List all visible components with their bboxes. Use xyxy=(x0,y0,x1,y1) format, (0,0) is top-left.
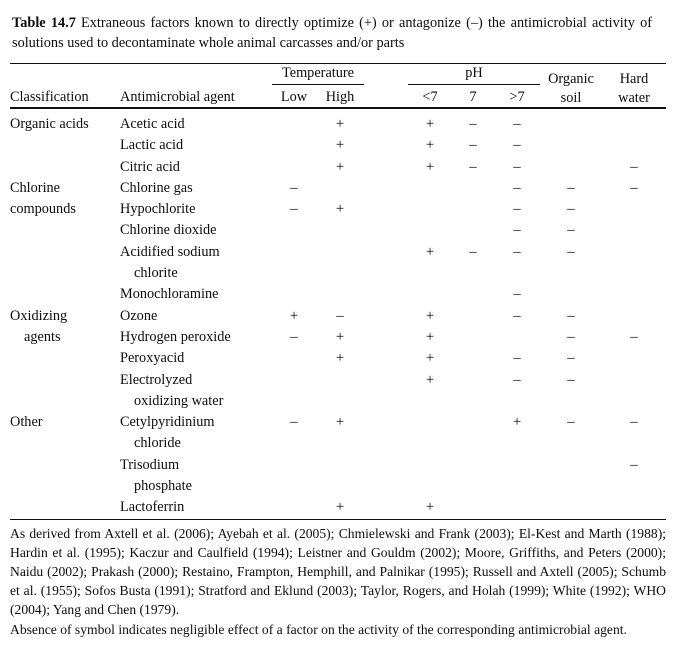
cell-ph-lt7 xyxy=(408,284,452,305)
cell-ph-lt7: + xyxy=(425,137,435,154)
cell-low xyxy=(272,497,316,518)
cell-gap xyxy=(364,455,408,476)
cell-ph-gt7: – xyxy=(513,307,521,324)
cell-organic-soil xyxy=(540,433,602,454)
table-row xyxy=(10,178,666,199)
cell-agent: Peroxyacid xyxy=(120,350,185,367)
cell-ph-7: – xyxy=(469,158,477,175)
cell-ph-lt7: + xyxy=(425,116,435,132)
cell-ph-7 xyxy=(452,391,494,412)
cell-organic-soil: – xyxy=(567,201,575,218)
cell-gap xyxy=(364,135,408,156)
table-figure-page xyxy=(0,14,678,668)
cell-agent: Hypochlorite xyxy=(120,201,196,218)
cell-ph-lt7: + xyxy=(425,371,435,388)
cell-organic-soil xyxy=(540,455,602,476)
cell-gap xyxy=(364,242,408,263)
group-header-blank-agent xyxy=(120,64,272,85)
cell-classification xyxy=(10,220,120,241)
cell-gap xyxy=(364,157,408,178)
cell-hard-water xyxy=(602,242,666,263)
cell-high: + xyxy=(335,414,345,431)
cell-organic-soil: – xyxy=(567,328,575,345)
cell-ph-gt7 xyxy=(494,455,540,476)
cell-classification: compounds xyxy=(10,201,76,218)
cell-high xyxy=(316,178,364,199)
cell-agent: Acidified sodium xyxy=(120,243,220,260)
cell-ph-gt7: – xyxy=(513,350,521,367)
cell-ph-7 xyxy=(452,199,494,220)
table-row xyxy=(10,135,666,156)
cell-high xyxy=(316,284,364,305)
table-row xyxy=(10,497,666,518)
cell-high: + xyxy=(335,137,345,154)
cell-agent: Electrolyzed xyxy=(120,371,193,388)
cell-organic-soil xyxy=(540,284,602,305)
cell-ph-lt7 xyxy=(408,412,452,433)
cell-classification xyxy=(10,455,120,476)
cell-hard-water xyxy=(602,263,666,284)
cell-low xyxy=(272,220,316,241)
cell-low: – xyxy=(290,179,298,196)
cell-organic-soil xyxy=(540,391,602,412)
table-row xyxy=(10,370,666,391)
cell-agent: Ozone xyxy=(120,307,158,324)
cell-gap xyxy=(364,114,408,135)
cell-ph-7 xyxy=(452,370,494,391)
table-notes xyxy=(10,524,666,639)
table-body xyxy=(10,109,666,519)
cell-agent: chlorite xyxy=(134,265,178,282)
cell-classification xyxy=(10,433,120,454)
cell-high: + xyxy=(335,350,345,367)
cell-low: – xyxy=(290,328,298,345)
cell-hard-water: – xyxy=(630,179,638,196)
cell-agent: Hydrogen peroxide xyxy=(120,328,231,345)
cell-gap xyxy=(364,178,408,199)
cell-ph-gt7 xyxy=(494,391,540,412)
cell-hard-water: – xyxy=(630,456,638,473)
cell-ph-gt7 xyxy=(494,433,540,454)
cell-gap xyxy=(364,220,408,241)
cell-ph-lt7: + xyxy=(425,307,435,324)
cell-ph-lt7 xyxy=(408,455,452,476)
cell-hard-water xyxy=(602,497,666,518)
group-header-row xyxy=(10,64,666,85)
cell-gap xyxy=(364,199,408,220)
cell-agent: oxidizing water xyxy=(134,392,224,409)
cell-classification xyxy=(10,263,120,284)
cell-organic-soil: – xyxy=(567,222,575,239)
cell-classification xyxy=(10,348,120,369)
table-row xyxy=(10,412,666,433)
cell-ph-7: – xyxy=(469,137,477,154)
cell-agent: Trisodium xyxy=(120,456,180,473)
table-row xyxy=(10,284,666,305)
cell-hard-water xyxy=(602,370,666,391)
cell-organic-soil: – xyxy=(567,307,575,324)
cell-agent: Lactoferrin xyxy=(120,499,185,516)
group-header-temperature-label: Temperature xyxy=(272,64,364,85)
table-notes-sources: As derived from Axtell et al. (2006); Ayebah et al. (2005); Chmielewski and Frank (2003); El-Kest and Marth (1988); Hardin et al. (1995); Kaczur and Caulfield (1994); Leistner and Gouldm (2002); Moore, Griffiths, and Peters (2000); Naidu (2002); Prakash (2000); Restaino, Frampton, Hemphill, and Palnikar (1995); Russell and Axtell (2005); Schumb et al. (1955); Sofos Busta (1991); Stratford and Eklund (2003); Taylor, Rogers, and Holah (1999); White (1992); WHO (2004); Yang and Chen (1979). xyxy=(10,525,666,618)
cell-ph-7 xyxy=(452,476,494,497)
cell-organic-soil: – xyxy=(567,243,575,260)
cell-ph-lt7 xyxy=(408,433,452,454)
cell-high: + xyxy=(335,116,345,132)
column-header-classification: Classification xyxy=(10,89,89,105)
table-row xyxy=(10,114,666,135)
cell-low xyxy=(272,284,316,305)
cell-agent: Cetylpyridinium xyxy=(120,414,215,431)
cell-classification: Other xyxy=(10,414,43,431)
cell-high: – xyxy=(336,307,344,324)
cell-ph-gt7 xyxy=(494,327,540,348)
cell-classification xyxy=(10,391,120,412)
cell-low xyxy=(272,114,316,135)
cell-hard-water: – xyxy=(630,158,638,175)
cell-ph-lt7 xyxy=(408,476,452,497)
cell-ph-gt7: – xyxy=(513,243,521,260)
extraneous-factors-table xyxy=(10,64,666,107)
cell-classification xyxy=(10,135,120,156)
table-caption xyxy=(12,14,652,53)
cell-ph-7 xyxy=(452,178,494,199)
cell-ph-gt7: – xyxy=(513,222,521,239)
table-row xyxy=(10,306,666,327)
cell-ph-7 xyxy=(452,455,494,476)
cell-gap xyxy=(364,433,408,454)
cell-gap xyxy=(364,348,408,369)
table-row xyxy=(10,455,666,476)
cell-ph-lt7 xyxy=(408,199,452,220)
cell-high: + xyxy=(335,158,345,175)
cell-ph-lt7: + xyxy=(425,350,435,367)
cell-ph-7: – xyxy=(469,116,477,132)
cell-agent: Chlorine dioxide xyxy=(120,222,217,239)
cell-gap xyxy=(364,476,408,497)
cell-ph-gt7: – xyxy=(513,158,521,175)
extraneous-factors-table-body xyxy=(10,109,666,519)
table-row xyxy=(10,263,666,284)
table-row xyxy=(10,220,666,241)
cell-gap xyxy=(364,391,408,412)
group-header-blank-classification xyxy=(10,64,120,85)
cell-low xyxy=(272,157,316,178)
cell-hard-water xyxy=(602,476,666,497)
organic-soil-line2: soil xyxy=(560,89,582,106)
column-header-gap xyxy=(364,85,408,107)
cell-ph-7 xyxy=(452,327,494,348)
cell-hard-water xyxy=(602,306,666,327)
column-header-organic-soil xyxy=(540,64,602,107)
column-header-ph-lt7: <7 xyxy=(422,89,438,105)
cell-ph-lt7 xyxy=(408,391,452,412)
cell-ph-7: – xyxy=(469,243,477,260)
cell-low xyxy=(272,263,316,284)
column-header-ph-7: 7 xyxy=(469,89,477,105)
cell-hard-water xyxy=(602,114,666,135)
cell-agent: Citric acid xyxy=(120,158,180,175)
hard-water-line1: Hard xyxy=(619,71,649,87)
cell-organic-soil: – xyxy=(567,179,575,196)
group-header-ph-label: pH xyxy=(408,64,540,85)
cell-hard-water: – xyxy=(630,328,638,345)
cell-classification: agents xyxy=(24,328,61,345)
cell-ph-gt7: – xyxy=(513,179,521,196)
table-bottom-rule xyxy=(10,519,666,520)
cell-high: + xyxy=(335,499,345,516)
cell-hard-water xyxy=(602,199,666,220)
cell-hard-water xyxy=(602,220,666,241)
cell-ph-lt7: + xyxy=(425,243,435,260)
cell-low xyxy=(272,370,316,391)
cell-ph-7 xyxy=(452,284,494,305)
cell-ph-gt7: – xyxy=(513,116,521,132)
cell-agent: Chlorine gas xyxy=(120,179,193,196)
group-header-gap xyxy=(364,64,408,85)
cell-ph-gt7 xyxy=(494,476,540,497)
cell-organic-soil xyxy=(540,263,602,284)
cell-ph-7 xyxy=(452,412,494,433)
cell-agent: Acetic acid xyxy=(120,116,185,132)
table-row xyxy=(10,476,666,497)
cell-low: – xyxy=(290,201,298,218)
cell-high xyxy=(316,370,364,391)
cell-high: + xyxy=(335,328,345,345)
cell-classification xyxy=(10,157,120,178)
cell-organic-soil: – xyxy=(567,414,575,431)
cell-high xyxy=(316,263,364,284)
cell-hard-water xyxy=(602,348,666,369)
table-row xyxy=(10,199,666,220)
column-header-agent: Antimicrobial agent xyxy=(120,89,235,105)
cell-low: + xyxy=(289,307,299,324)
cell-agent: Lactic acid xyxy=(120,137,184,154)
cell-ph-lt7 xyxy=(408,220,452,241)
cell-organic-soil xyxy=(540,476,602,497)
cell-low xyxy=(272,135,316,156)
cell-classification xyxy=(10,242,120,263)
table-row xyxy=(10,157,666,178)
cell-ph-gt7: – xyxy=(513,201,521,218)
cell-hard-water xyxy=(602,391,666,412)
cell-low: – xyxy=(290,414,298,431)
group-header-temperature xyxy=(272,64,364,85)
cell-ph-7 xyxy=(452,220,494,241)
cell-low xyxy=(272,391,316,412)
cell-ph-gt7: – xyxy=(513,137,521,154)
column-header-low: Low xyxy=(280,89,308,105)
cell-agent: chloride xyxy=(134,435,181,452)
hard-water-line2: water xyxy=(618,89,650,106)
cell-organic-soil xyxy=(540,135,602,156)
cell-low xyxy=(272,242,316,263)
cell-classification xyxy=(10,370,120,391)
cell-hard-water xyxy=(602,433,666,454)
table-number-label: Table 14.7 xyxy=(12,15,76,31)
cell-ph-lt7 xyxy=(408,178,452,199)
cell-hard-water: – xyxy=(630,414,638,431)
organic-soil-line1: Organic xyxy=(548,71,594,87)
cell-ph-gt7: + xyxy=(512,414,522,431)
cell-high xyxy=(316,220,364,241)
cell-low xyxy=(272,476,316,497)
cell-high xyxy=(316,242,364,263)
cell-high xyxy=(316,433,364,454)
cell-ph-gt7: – xyxy=(513,286,521,303)
group-header-ph xyxy=(408,64,540,85)
table-row xyxy=(10,348,666,369)
cell-gap xyxy=(364,370,408,391)
cell-high xyxy=(316,476,364,497)
cell-ph-gt7 xyxy=(494,263,540,284)
cell-ph-7 xyxy=(452,348,494,369)
cell-ph-lt7: + xyxy=(425,158,435,175)
table-row xyxy=(10,327,666,348)
cell-high xyxy=(316,391,364,412)
cell-high xyxy=(316,455,364,476)
cell-organic-soil xyxy=(540,157,602,178)
cell-classification xyxy=(10,284,120,305)
table-caption-text: Extraneous factors known to directly optimize (+) or antagonize (–) the antimicrobial activity of solutions used to decontaminate whole animal carcasses and/or parts xyxy=(12,15,652,51)
cell-classification: Chlorine xyxy=(10,179,61,196)
table-notes-absence: Absence of symbol indicates negligible effect of a factor on the activity of the corresponding antimicrobial agent. xyxy=(10,621,627,637)
cell-ph-lt7: + xyxy=(425,499,435,516)
table-head xyxy=(10,64,666,107)
column-header-high: High xyxy=(325,89,355,105)
cell-gap xyxy=(364,284,408,305)
cell-ph-lt7: + xyxy=(425,328,435,345)
cell-organic-soil xyxy=(540,497,602,518)
cell-ph-7 xyxy=(452,306,494,327)
cell-ph-gt7: – xyxy=(513,371,521,388)
cell-gap xyxy=(364,412,408,433)
column-header-hard-water xyxy=(602,64,666,107)
cell-classification: Oxidizing xyxy=(10,307,68,324)
cell-low xyxy=(272,348,316,369)
cell-organic-soil: – xyxy=(567,350,575,367)
cell-ph-7 xyxy=(452,263,494,284)
cell-agent: phosphate xyxy=(134,478,192,495)
cell-ph-7 xyxy=(452,497,494,518)
column-header-ph-gt7: >7 xyxy=(509,89,525,105)
cell-organic-soil xyxy=(540,114,602,135)
cell-ph-7 xyxy=(452,433,494,454)
cell-classification xyxy=(10,476,120,497)
cell-agent: Monochloramine xyxy=(120,286,219,303)
cell-gap xyxy=(364,327,408,348)
cell-hard-water xyxy=(602,135,666,156)
cell-ph-gt7 xyxy=(494,497,540,518)
cell-classification xyxy=(10,497,120,518)
table-row xyxy=(10,242,666,263)
cell-ph-lt7 xyxy=(408,263,452,284)
cell-gap xyxy=(364,263,408,284)
cell-organic-soil: – xyxy=(567,371,575,388)
cell-hard-water xyxy=(602,284,666,305)
cell-gap xyxy=(364,497,408,518)
cell-classification: Organic acids xyxy=(10,116,89,132)
cell-gap xyxy=(364,306,408,327)
table-row xyxy=(10,433,666,454)
cell-high: + xyxy=(335,201,345,218)
cell-low xyxy=(272,433,316,454)
table-row xyxy=(10,391,666,412)
cell-low xyxy=(272,455,316,476)
